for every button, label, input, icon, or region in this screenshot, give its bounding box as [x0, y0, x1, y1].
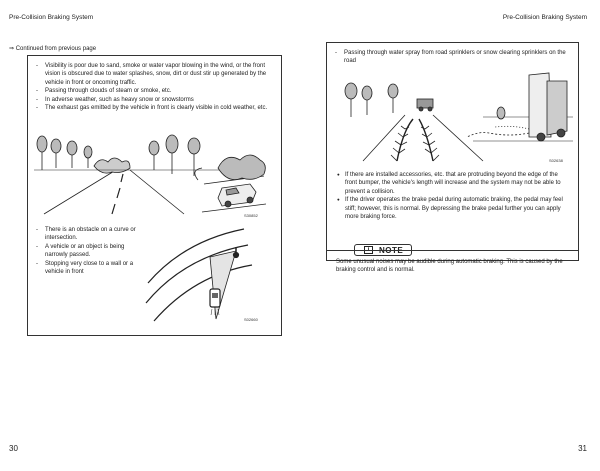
- conditions-list-3: [335, 49, 569, 66]
- list-item: - Stopping very close to a wall or a vehicle in front: [36, 260, 140, 277]
- list-item: ● If there are installed accessories, etc. that are protruding beyond the edge of the front bumper, the vehicle's length will increase and the system may not be able to prevent a collision.: [337, 171, 571, 196]
- figure-code: S02638: [549, 158, 563, 163]
- right-header-title: Pre-Collision Braking System: [502, 14, 587, 21]
- note-text: Some unusual noises may be audible during automatic braking. This is caused by the braking control and is normal.: [336, 259, 563, 274]
- tree-icon: [37, 136, 92, 170]
- right-warning-box: [326, 42, 579, 261]
- list-item: - Passing through clouds of steam or smoke, etc.: [36, 87, 272, 95]
- left-header-title: Pre-Collision Braking System: [9, 14, 94, 21]
- continued-label: ⇒ Continued from previous page: [9, 46, 97, 52]
- info-bullets: [337, 171, 571, 221]
- curve-obstacle-illustration: [144, 221, 268, 325]
- right-page-number: 31: [578, 444, 587, 453]
- list-item: - In adverse weather, such as heavy snow or snowstorms: [36, 96, 272, 104]
- sprinkler-road-illustration: [333, 71, 573, 163]
- list-item: - The exhaust gas emitted by the vehicle in front is clearly visible in cold weather, etc.: [36, 104, 272, 112]
- figure-code: S02660: [244, 317, 258, 322]
- list-item: ● If the driver operates the brake pedal during automatic braking, the pedal may feel stiff; however, this is normal. By depressing the brake pedal further you can apply more braking force.: [337, 196, 571, 221]
- note-divider: [326, 250, 579, 251]
- conditions-list-1: [36, 62, 272, 112]
- conditions-list-2: [36, 226, 140, 276]
- list-item: - Passing through water spray from road sprinklers or snow clearing sprinklers on the road: [335, 49, 569, 66]
- left-page-number: 30: [9, 444, 18, 453]
- list-item: - Visibility is poor due to sand, smoke or water vapor blowing in the wind, or the front vision is obscured due to water splashes, snow, dirt or dust stir up generated by the vehicle in front or oncoming traffic.: [36, 62, 272, 87]
- list-item: - There is an obstacle on a curve or intersection.: [36, 226, 140, 243]
- list-item: - A vehicle or an object is being narrowly passed.: [36, 243, 140, 260]
- left-warning-box: [27, 55, 282, 336]
- smoke-road-illustration: [34, 130, 266, 216]
- figure-code: S30852: [244, 213, 258, 218]
